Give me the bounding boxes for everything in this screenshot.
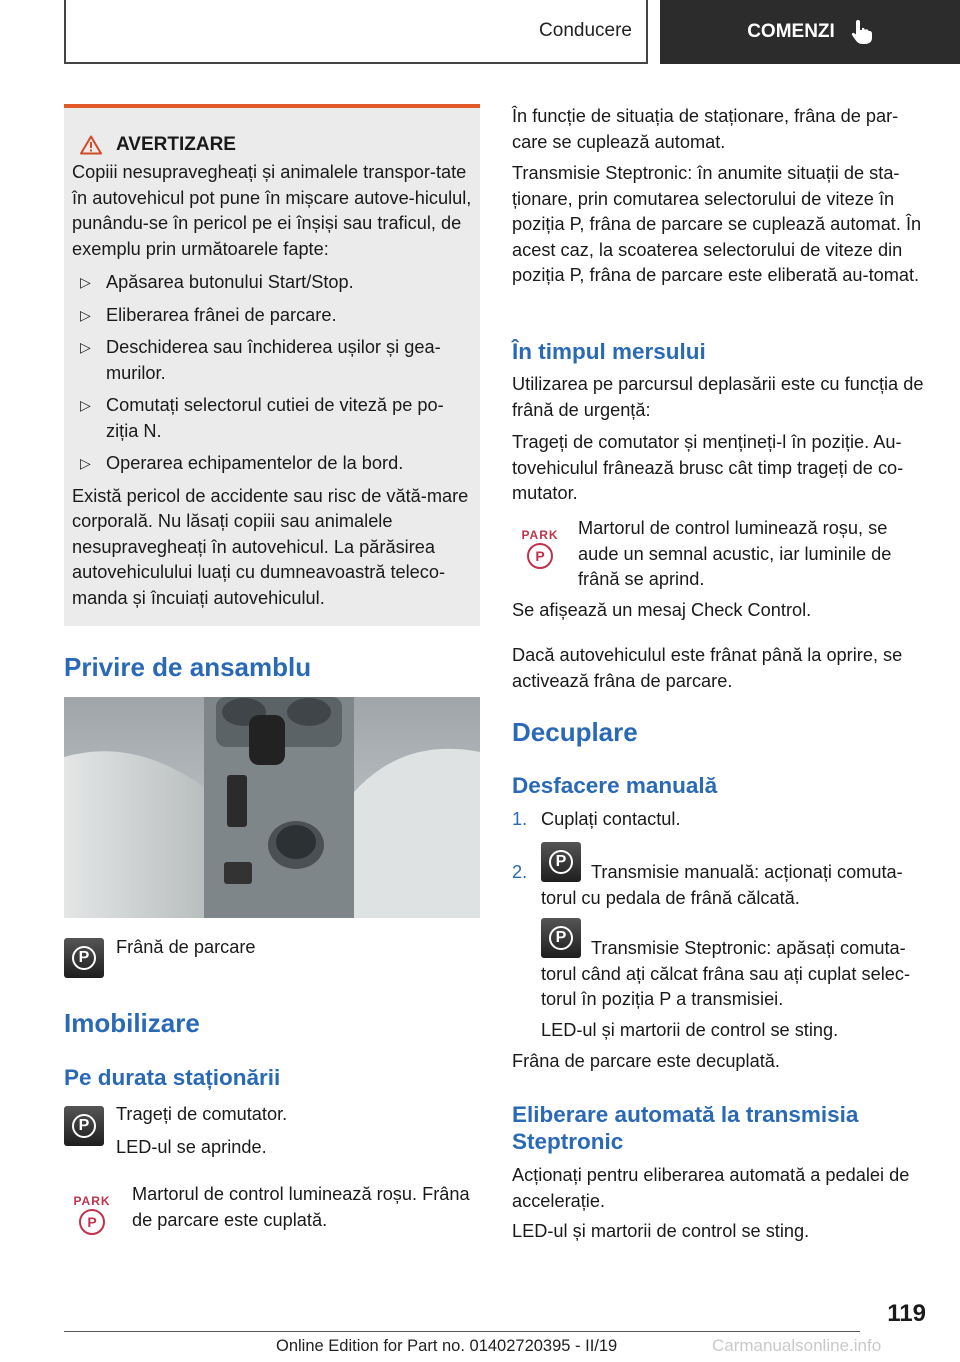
paragraph: Dacă autovehiculul este frânat până la oprire, se activează frâna de parcare. <box>512 645 903 691</box>
heading-manual: Desfacere manuală <box>512 773 718 798</box>
pull-switch-text: Trageți de comutator. <box>116 1104 288 1124</box>
park-lit-text: Martorul de control luminează roșu. Frâna de parcare este cuplată. <box>132 1184 470 1230</box>
step-number: 1. <box>512 809 528 829</box>
warning-triangle-icon <box>80 135 102 155</box>
center-console-photo <box>64 697 480 918</box>
step-text: Transmisie manuală: acționați comuta-torul cu pedala de frână călcată. <box>541 862 903 908</box>
list-item: ▷ Comutați selectorul cutiei de viteză pe po-ziția N. <box>72 393 472 444</box>
chapter-tab-label: COMENZI <box>747 21 835 42</box>
list-item: ▷ Deschiderea sau închiderea ușilor și gea-murilor. <box>72 335 472 386</box>
paragraph: Acționați pentru eliberarea automată a pedalei de accelerație. <box>512 1165 910 1211</box>
paragraph: Se afișează un mesaj Check Control. <box>512 600 812 620</box>
heading-release: Decuplare <box>512 717 638 747</box>
watermark: Carmanualsonline.info <box>712 1336 882 1355</box>
list-item: ▷ Operarea echipamentelor de la bord. <box>72 451 472 477</box>
heading-immobilize: Imobilizare <box>64 1008 200 1038</box>
heading-auto-release: Eliberare automată la transmisia Steptronic <box>512 1102 859 1154</box>
paragraph: LED-ul și martorii de control se sting. <box>512 1221 810 1241</box>
park-warning-text: Martorul de control luminează roșu, se aude un semnal acustic, iar luminile de frână se aprind. <box>578 518 892 589</box>
step-number: 2. <box>512 862 528 882</box>
warning-title <box>80 134 472 156</box>
list-item: ▷ Apăsarea butonului Start/Stop. <box>72 270 472 296</box>
paragraph: Utilizarea pe parcursul deplasării este cu funcția de frână de urgență: <box>512 374 924 420</box>
led-on-text: LED-ul se aprinde. <box>116 1137 267 1157</box>
paragraph: În funcție de situația de staționare, frâna de par-care se cuplează automat. <box>512 106 899 152</box>
section-tab-label: Conducere <box>539 20 632 41</box>
paragraph: Frâna de parcare este decuplată. <box>512 1051 780 1071</box>
photo-caption: Frână de parcare <box>116 937 256 957</box>
hand-pointer-icon <box>851 19 873 45</box>
heading-driving: În timpul mersului <box>512 339 706 364</box>
heading-overview: Privire de ansamblu <box>64 652 312 682</box>
step-text: LED-ul și martorii de control se sting. <box>541 1020 839 1040</box>
parking-brake-icon: P <box>541 842 581 882</box>
edition-text: Online Edition for Part no. 01402720395 - II/19 <box>276 1337 618 1355</box>
warning-title-text: AVERTIZARE <box>116 134 236 155</box>
warning-list <box>72 270 472 477</box>
parking-brake-icon: P <box>64 938 104 978</box>
park-indicator-icon: PARK P <box>72 1194 112 1235</box>
chapter-tab[interactable] <box>660 0 960 64</box>
heading-parking: Pe durata staționării <box>64 1065 281 1090</box>
paragraph: Trageți de comutator și mențineți-l în poziție. Au-tovehiculul frânează brusc cât timp trageți de co-mutator. <box>512 432 904 503</box>
footer-divider <box>64 1331 860 1332</box>
warning-outro: Există pericol de accidente sau risc de vătă-mare corporală. Nu lăsați copiii sau animalele nesupravegheați în autovehicul. La părăsirea autovehiculului luați cu dumneavoastră teleco-manda și încuiați autovehiculul. <box>72 485 469 608</box>
park-indicator-icon: PARK P <box>520 528 560 569</box>
step-text: Cuplați contactul. <box>541 809 681 829</box>
step-text: Transmisie Steptronic: apăsați comuta-torul când ați călcat frâna sau ați cuplat selec-torul în poziția P a transmisiei. <box>541 938 910 1009</box>
warning-intro: Copiii nesupravegheați și animalele transpor-tate în autovehicul pot pune în mișcare autove-hiculul, punându-se în pericol pe ei înșiși sau traficul, de exemplu prin următoarele fapte: <box>72 162 472 259</box>
warning-box <box>64 104 480 626</box>
parking-brake-icon: P <box>541 918 581 958</box>
page-number: 119 <box>887 1300 926 1327</box>
section-tab[interactable] <box>64 0 648 64</box>
parking-brake-icon: P <box>64 1106 104 1146</box>
paragraph: Transmisie Steptronic: în anumite situații de sta-ționare, prin comutarea selectorului de viteze în poziția P, frâna de parcare se cuplează automat. În acest caz, la scoaterea selectorului de viteze din poziția P, frâna de parcare este eliberată au-tomat. <box>512 163 922 285</box>
list-item: ▷ Eliberarea frânei de parcare. <box>72 303 472 329</box>
